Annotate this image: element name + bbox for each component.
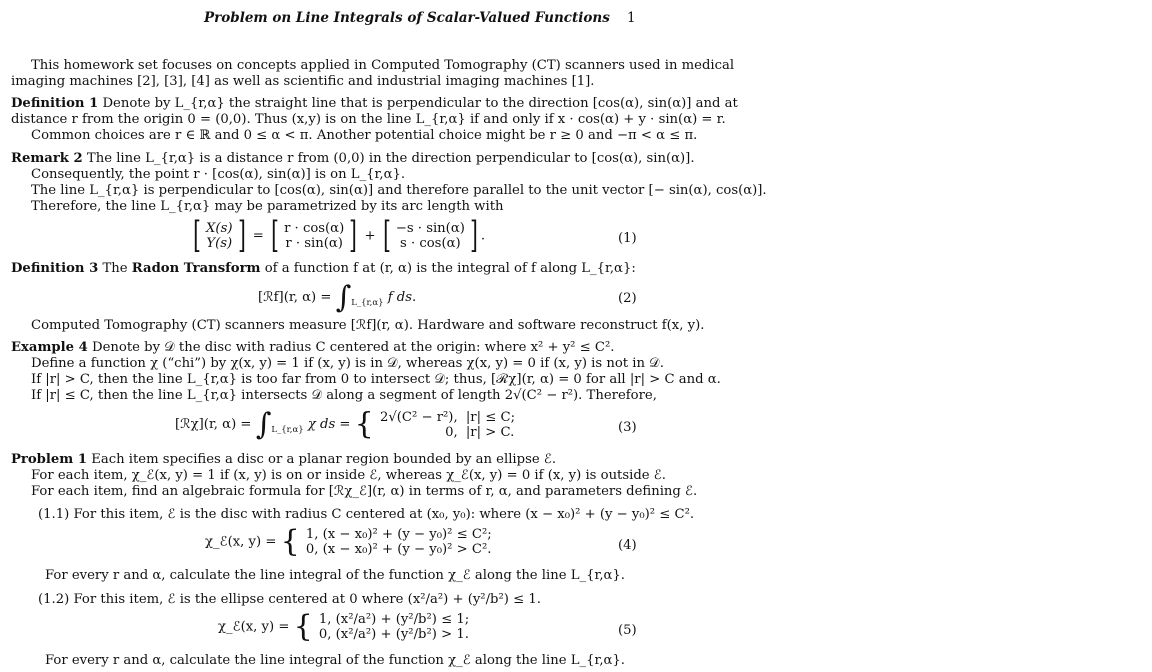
eq2-lhs: [ℛf](r, α) = (258, 290, 332, 305)
definition-1-text-1: Denote by L_{r,α} the straight line that is perpendicular to the direction [cos(α), sin(α)] and at (102, 96, 738, 111)
definition-1-line-3: Common choices are r ∈ ℝ and 0 ≤ α < π. Another potential choice might be r ≥ 0 and −π < α ≤ π. (31, 128, 698, 143)
eq5-lhs: χ_ℰ(x, y) = (218, 619, 290, 635)
definition-3-pre: The (102, 261, 128, 276)
remark-2-line-2: Consequently, the point r · [cos(α), sin(α)] is on L_{r,α}. (31, 167, 406, 182)
equation-4: χ_ℰ(x, y) = { 1, (x − x₀)² + (y − y₀)² ≤ C²; 0, (x − x₀)² + (y − y₀)² > C². (205, 524, 492, 559)
every-r-alpha-line-1: For every r and α, calculate the line integral of the function χ_ℰ along the line L_{r,α}. (45, 568, 626, 583)
example-4-line-1 (11, 340, 614, 356)
problem-1-line-3: For each item, find an algebraic formula for [ℛχ_ℰ](r, α) in terms of r, α, and parameters defining ℰ. (31, 484, 698, 499)
eq4-cases: 1, (x − x₀)² + (y − y₀)² ≤ C²; 0, (x − x₀)² + (y − y₀)² > C². (305, 527, 492, 557)
remark-2-line-3: The line L_{r,α} is perpendicular to [cos(α), sin(α)] and therefore parallel to the unit vector [− sin(α), cos(α)]. (31, 183, 767, 198)
equation-3: [ℛχ](r, $\alpha) = \int_{L\_\{r,\alpha\}}$ χ ds = { 2√(C² − r²), 0, |r| ≤ C; |r| > C. (175, 406, 516, 442)
eq3-subscript: L_{r,α} (271, 425, 304, 435)
eq1-lhs-bottom: Y(s) (206, 236, 233, 251)
eq1-vector2-bottom: s · cos(α) (400, 236, 461, 251)
item-1-1-label: (1.1) (38, 507, 70, 522)
equation-2-number: (2) (618, 291, 637, 306)
equation-5: χ_ℰ(x, y) = { 1, (x²/a²) + (y²/b²) ≤ 1; 0, (x²/a²) + (y²/b²) > 1. (218, 609, 470, 644)
eq1-vector1-top: r · cos(α) (284, 221, 345, 236)
equation-1-number: (1) (618, 231, 637, 246)
example-4-line-2: Define a function χ (“chi”) by χ(x, y) = 1 if (x, y) is in 𝒟, whereas χ(x, y) = 0 if (x, y) is not in 𝒟. (31, 356, 664, 371)
example-4-line-4: If |r| ≤ C, then the line L_{r,α} intersects 𝒟 along a segment of length 2√(C² − r²). Therefore, (31, 388, 657, 403)
eq3-case-conditions: |r| ≤ C; |r| > C. (465, 409, 516, 440)
eq4-lhs: χ_ℰ(x, y) = (205, 534, 277, 550)
eq3-lhs: [ℛχ](r, α) = (175, 417, 252, 432)
equation-5-number: (5) (618, 623, 637, 638)
ct-line: Computed Tomography (CT) scanners measure [ℛf](r, α). Hardware and software reconstruct f(x, y). (31, 318, 705, 333)
definition-3-line (11, 261, 636, 277)
page-number: 1 (627, 10, 636, 26)
radon-transform-term: Radon Transform (131, 261, 261, 276)
eq1-vector2-top: −s · sin(α) (395, 221, 465, 236)
intro-line-1: This homework set focuses on concepts applied in Computed Tomography (CT) scanners used in medical (31, 58, 735, 73)
example-4-line-3: If |r| > C, then the line L_{r,α} is too far from 0 to intersect 𝒟; thus, [ℛχ](r, α) = 0 for all |r| > C and α. (31, 372, 721, 387)
eq3-case-values: 2√(C² − r²), 0, (379, 409, 458, 440)
remark-2-line-1 (11, 151, 695, 167)
equation-3-number: (3) (618, 420, 637, 435)
definition-1-line-1 (11, 96, 738, 112)
remark-2-label: Remark 2 (11, 151, 83, 166)
page-header-title: Problem on Line Integrals of Scalar-Valued Functions (204, 10, 610, 26)
item-1-2-line (38, 592, 541, 608)
example-4-text-1: Denote by 𝒟 the disc with radius C centered at the origin: where x² + y² ≤ C². (92, 340, 615, 355)
example-4-label: Example 4 (11, 340, 88, 355)
definition-3-post: of a function f at (r, α) is the integral of f along L_{r,α}: (264, 261, 636, 276)
eq1-vector1-bottom: r · sin(α) (285, 236, 343, 251)
eq1-lhs-top: X(s) (206, 221, 233, 236)
equation-1: [ X(s) Y(s) ] = [ r · cos(α) r · sin(α) ] + [ −s · sin(α) s · cos(α) ] . (193, 215, 486, 256)
problem-1-line-1 (11, 452, 556, 468)
problem-1-label: Problem 1 (11, 452, 88, 467)
item-1-2-text: For this item, ℰ is the ellipse centered at 0 where (x²/a²) + (y²/b²) ≤ 1. (73, 592, 541, 607)
definition-1-label: Definition 1 (11, 96, 99, 111)
eq2-integrand: f ds. (387, 290, 417, 305)
definition-1-line-2: distance r from the origin 0 = (0,0). Thus (x,y) is on the line L_{r,α} if and only if x · cos(α) + y · sin(α) = r. (11, 112, 726, 127)
remark-2-text-1: The line L_{r,α} is a distance r from (0,0) in the direction perpendicular to [cos(α), sin(α)]. (86, 151, 695, 166)
remark-2-line-4: Therefore, the line L_{r,α} may be parametrized by its arc length with (31, 199, 504, 214)
problem-1-line-2: For each item, χ_ℰ(x, y) = 1 if (x, y) is on or inside ℰ, whereas χ_ℰ(x, y) = 0 if (x, y) is outside ℰ. (31, 468, 666, 483)
item-1-2-label: (1.2) (38, 592, 70, 607)
eq3-integrand: χ ds = (307, 417, 351, 432)
problem-1-text-1: Each item specifies a disc or a planar region bounded by an ellipse ℰ. (91, 452, 557, 467)
equation-4-number: (4) (618, 538, 637, 553)
every-r-alpha-line-2: For every r and α, calculate the line integral of the function χ_ℰ along the line L_{r,α}. (45, 653, 626, 668)
eq2-subscript: L_{r,α} (351, 298, 384, 308)
intro-line-2: imaging machines [2], [3], [4] as well as scientific and industrial imaging machines [1]. (11, 74, 595, 89)
eq5-cases: 1, (x²/a²) + (y²/b²) ≤ 1; 0, (x²/a²) + (y²/b²) > 1. (318, 612, 470, 642)
item-1-1-text: For this item, ℰ is the disc with radius C centered at (x₀, y₀): where (x − x₀)² + (y − y₀)² ≤ C². (73, 507, 695, 522)
item-1-1-line (38, 507, 694, 523)
equation-2: [ℛf](r, $\alpha) = \int_{L\_\{r,\alpha\}}$ f ds. (258, 280, 417, 315)
definition-3-label: Definition 3 (11, 261, 99, 276)
